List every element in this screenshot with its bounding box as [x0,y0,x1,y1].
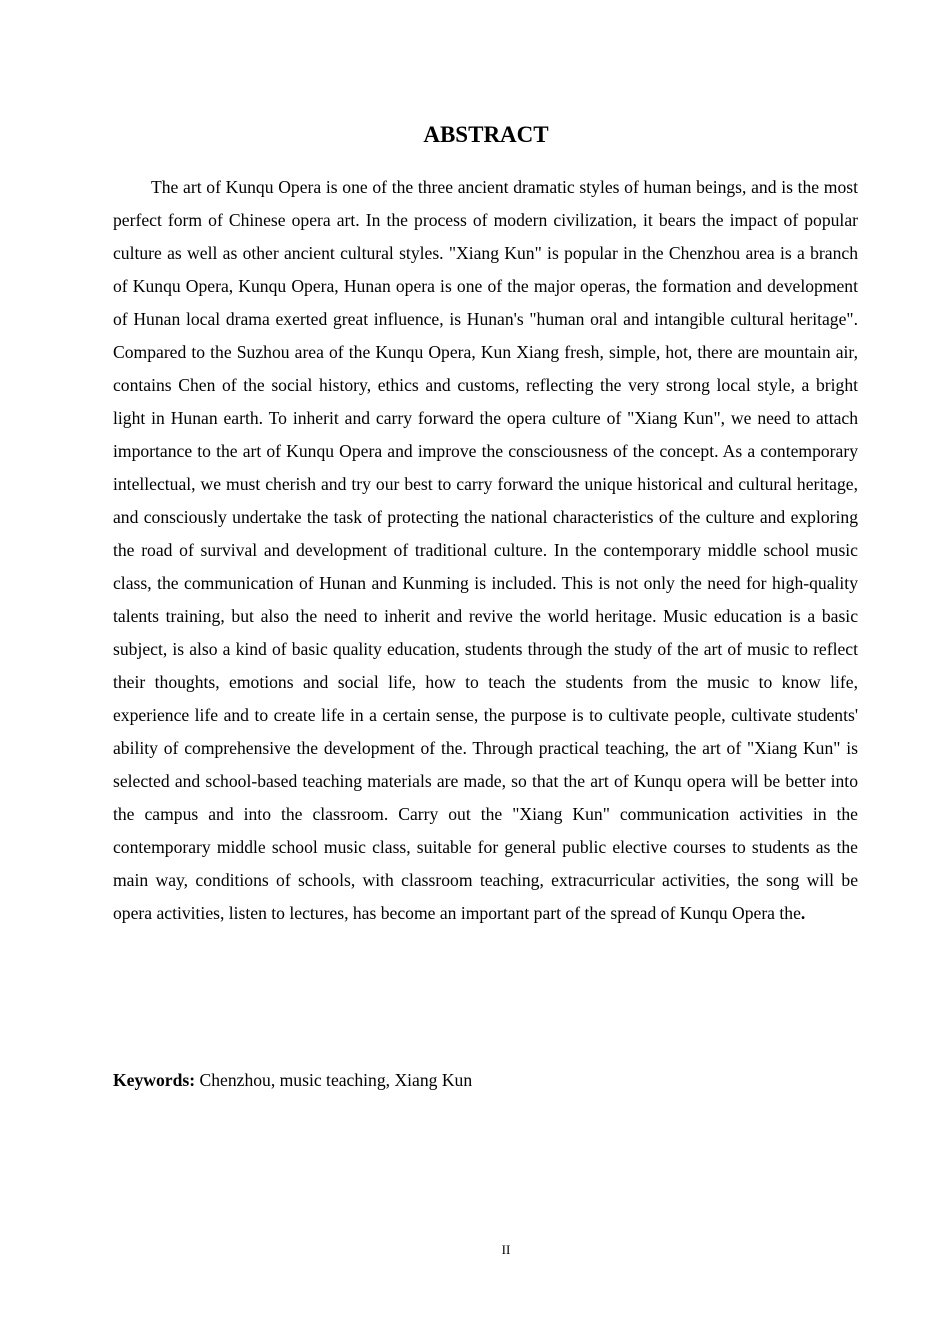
keywords-line [113,1064,858,1097]
abstract-title: ABSTRACT [423,122,549,147]
abstract-text: The art of Kunqu Opera is one of the three ancient dramatic styles of human beings, and is the most perfect form of Chinese opera art. In the process of modern civilization, it bears the impact of popular culture as well as other ancient cultural styles. "Xiang Kun" is popular in the Chenzhou area is a branch of Kunqu Opera, Kunqu Opera, Hunan opera is one of the major operas, the formation and development of Hunan local drama exerted great influence, is Hunan's "human oral and intangible cultural heritage". Compared to the Suzhou area of the Kunqu Opera, Kun Xiang fresh, simple, hot, there are mountain air, contains Chen of the social history, ethics and customs, reflecting the very strong local style, a bright light in Hunan earth. To inherit and carry forward the opera culture of "Xiang Kun", we need to attach importance to the art of Kunqu Opera and improve the consciousness of the concept. As a contemporary intellectual, we must cherish and try our best to carry forward the unique historical and cultural heritage, and consciously undertake the task of protecting the national characteristics of the culture and exploring the road of survival and development of traditional culture. In the contemporary middle school music class, the communication of Hunan and Kunming is included. This is not only the need for high-quality talents training, but also the need to inherit and revive the world heritage. Music education is a basic subject, is also a kind of basic quality education, students through the study of the art of music to reflect their thoughts, emotions and social life, how to teach the students from the music to know life, experience life and to create life in a certain sense, the purpose is to cultivate people, cultivate students' ability of comprehensive the development of the. Through practical teaching, the art of "Xiang Kun" is selected and school-based teaching materials are made, so that the art of Kunqu opera will be better into the campus and into the classroom. Carry out the "Xiang Kun" communication activities in the contemporary middle school music class, suitable for general public elective courses to students as the main way, conditions of schools, with classroom teaching, extracurricular activities, the song will be opera activities, listen to lectures, has become an important part of the spread of Kunqu Opera the [113,177,858,923]
page-number: II [501,1242,511,1257]
keywords-value: Chenzhou, music teaching, Xiang Kun [195,1070,473,1090]
abstract-end-mark: . [800,903,806,923]
keywords-label: Keywords: [113,1070,196,1090]
abstract-paragraph [113,171,858,930]
